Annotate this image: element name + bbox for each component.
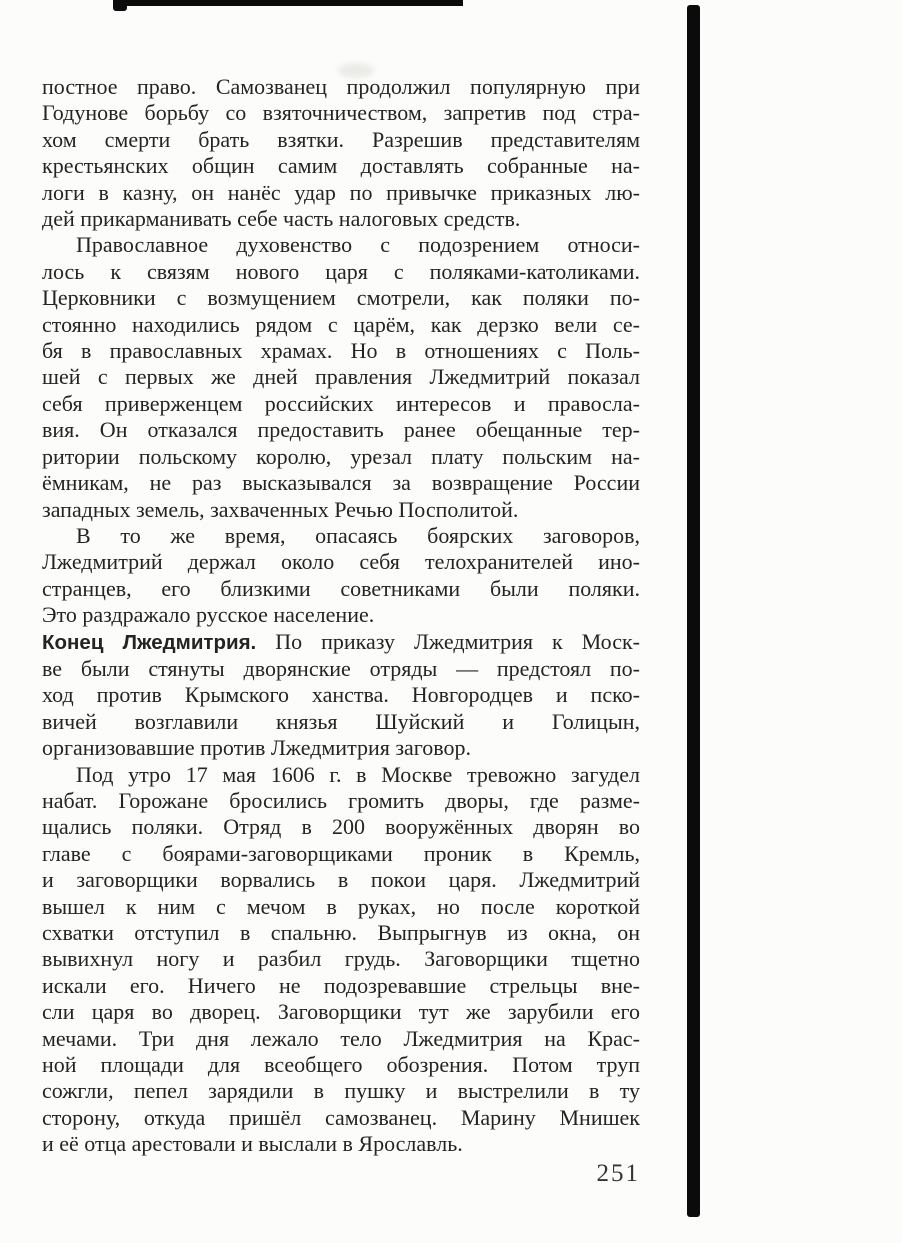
text-line: крестьянских общин самим доставлять собранные на- bbox=[42, 153, 640, 179]
text-line: мечами. Три дня лежало тело Лжедмитрия на Крас- bbox=[42, 1025, 640, 1051]
page-number: 251 bbox=[596, 1160, 640, 1187]
text-line: себя приверженцем российских интересов и правосла- bbox=[42, 390, 640, 416]
text-line: шей с первых же дней правления Лжедмитрий показал bbox=[42, 364, 640, 390]
text-line: западных земель, захваченных Речью Посполитой. bbox=[42, 496, 519, 522]
text-line: стоянно находились рядом с царём, как дерзко вели се- bbox=[42, 311, 640, 337]
scan-mark-top bbox=[113, 0, 463, 6]
text-line: В то же время, опасаясь боярских заговоров, bbox=[76, 522, 640, 548]
text-line: ритории польскому королю, урезал плату польским на- bbox=[42, 443, 640, 469]
text-line: ве были стянуты дворянские отряды — предстоял по- bbox=[42, 655, 640, 681]
text-line: постное право. Самозванец продолжил популярную при bbox=[42, 74, 640, 99]
text-line: ной площади для всеобщего обозрения. Потом труп bbox=[42, 1052, 640, 1078]
text-line: сожгли, пепел зарядили в пушку и выстрелили в ту bbox=[42, 1078, 640, 1104]
text-line: Годунове борьбу со взяточничеством, запретив под стра- bbox=[42, 100, 640, 126]
text-line: Под утро 17 мая 1606 г. в Москве тревожно загудел bbox=[76, 761, 640, 787]
text-line: странцев, его близкими советниками были поляки. bbox=[42, 575, 640, 601]
scan-mark-right bbox=[687, 5, 700, 1217]
text-line: сли царя во дворец. Заговорщики тут же зарубили его bbox=[42, 999, 640, 1025]
text-line: вышел к ним с мечом в руках, но после короткой bbox=[42, 893, 640, 919]
text-line: ход против Крымского ханства. Новгородцев и пско- bbox=[42, 682, 640, 708]
text-line: ёмникам, не раз высказывался за возвращение России bbox=[42, 470, 640, 496]
text-line: искали его. Ничего не подозревавшие стрельцы вне- bbox=[42, 972, 640, 998]
text-line: сторону, откуда пришёл самозванец. Марину Мнишек bbox=[42, 1104, 640, 1130]
text-line: и её отца арестовали и выслали в Ярославль. bbox=[42, 1131, 463, 1157]
text-line: логи в казну, он нанёс удар по привычке приказных лю- bbox=[42, 179, 640, 205]
text-line: вичей возглавили князья Шуйский и Голицын, bbox=[42, 708, 640, 734]
text-line: главе с боярами-заговорщиками проник в Кремль, bbox=[42, 840, 640, 866]
text-line: Это раздражало русское население. bbox=[42, 602, 375, 628]
text-line: вия. Он отказался предоставить ранее обещанные тер- bbox=[42, 417, 640, 443]
text-line: щались поляки. Отряд в 200 вооружённых дворян во bbox=[42, 814, 640, 840]
text-line: Церковники с возмущением смотрели, как поляки по- bbox=[42, 285, 640, 311]
text-line: лось к связям нового царя с поляками-католиками. bbox=[42, 258, 640, 284]
text-line: набат. Горожане бросились громить дворы, где разме- bbox=[42, 787, 640, 813]
text-line: Конец Лжедмитрия. По приказу Лжедмитрия к Моск- bbox=[42, 628, 640, 654]
text-line: вывихнул ногу и разбил грудь. Заговорщики тщетно bbox=[42, 946, 640, 972]
run-in-heading: Конец Лжедмитрия. bbox=[42, 630, 257, 654]
text-line: хом смерти брать взятки. Разрешив представителям bbox=[42, 126, 640, 152]
text-line: дей прикарманивать себе часть налоговых средств. bbox=[42, 206, 521, 232]
text-line: организовавшие против Лжедмитрия заговор. bbox=[42, 735, 472, 761]
page-text bbox=[42, 74, 640, 1158]
text-line: Православное духовенство с подозрением относи- bbox=[76, 232, 640, 258]
text-line: бя в православных храмах. Но в отношениях с Поль- bbox=[42, 338, 640, 364]
text-line: и заговорщики ворвались в покои царя. Лжедмитрий bbox=[42, 867, 640, 893]
text-line: схватки отступил в спальню. Выпрыгнув из окна, он bbox=[42, 920, 640, 945]
text-line: Лжедмитрий держал около себя телохранителей ино- bbox=[42, 549, 640, 575]
